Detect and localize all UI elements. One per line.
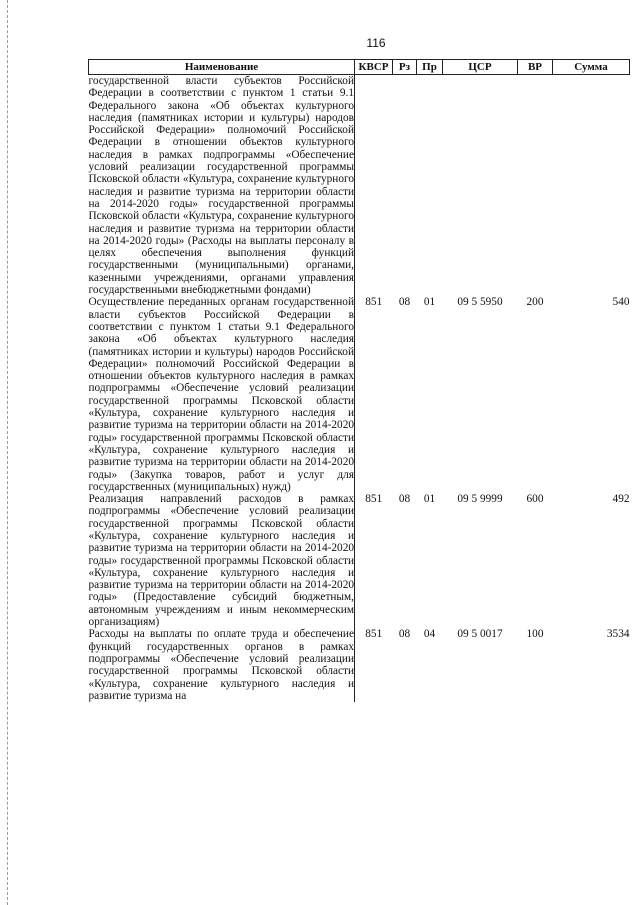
- row-name-cell: [89, 493, 355, 628]
- row-sum: [553, 75, 630, 297]
- table-row: [89, 75, 630, 297]
- row-vr: 100: [526, 628, 544, 641]
- row-rz: 08: [398, 628, 411, 641]
- row-rz: 08: [398, 296, 411, 309]
- row-csr: 09 5 0017: [457, 628, 503, 641]
- scan-edge-line: [7, 0, 8, 905]
- row-vr: 600: [526, 493, 544, 506]
- row-pr: 04: [423, 628, 436, 641]
- header-sum: Сумма: [553, 60, 630, 75]
- header-vr: ВР: [518, 60, 553, 75]
- header-pr: Пр: [417, 60, 443, 75]
- row-vr: 200: [526, 296, 544, 309]
- row-kvsr: 851: [365, 493, 383, 506]
- row-pr: 01: [423, 493, 436, 506]
- row-csr: 09 5 5950: [457, 296, 503, 309]
- header-csr: ЦСР: [443, 60, 518, 75]
- row-kvsr: 851: [365, 296, 383, 309]
- row-csr: 09 5 9999: [457, 493, 503, 506]
- header-rz: Рз: [393, 60, 417, 75]
- row-vr: [518, 75, 553, 297]
- row-rz: [393, 75, 417, 297]
- header-kvsr: КВСР: [355, 60, 393, 75]
- header-name: Наименование: [89, 60, 355, 75]
- row-name-cell: [89, 628, 355, 702]
- row-rz: 08: [398, 493, 411, 506]
- table-row: [89, 628, 630, 702]
- row-name: Реализация направлений расходов в рамках подпрограммы «Обеспечение условий реализации государственной программы Псковской области «Культура, сохранение культурного наследия и развитие туризма на территории области на 2014-2020 годы» государственной программы Псковской области «Культура, сохранение культурного наследия и развитие туризма на территории области на 2014-2020 годы» (Предоставление субсидий бюджетным, автономным учреждениям и иным некоммерческим организациям): [88, 493, 354, 629]
- row-name-cell: [89, 296, 355, 493]
- budget-table: [88, 59, 630, 702]
- row-name: Осуществление переданных органам государственной власти субъектов Российской Федерации в соответствии с пунктом 1 статьи 9.1 Федерального закона «Об объектах культурного наследия (памятниках истории и культуры) народов Российской Федерации» полномочий Российской Федерации в отношении объектов культурного наследия в рамках подпрограммы «Обеспечение условий реализации государственной программы Псковской области «Культура, сохранение культурного наследия и развитие туризма на территории области на 2014-2020 годы» государственной программы Псковской области «Культура, сохранение культурного наследия и развитие туризма на территории области на 2014-2020 годы» (Закупка товаров, работ и услуг для государственных (муниципальных) нужд): [88, 296, 354, 493]
- row-csr: [443, 75, 518, 297]
- row-pr: 01: [423, 296, 436, 309]
- row-sum: 3534: [606, 628, 630, 641]
- row-sum: 540: [612, 296, 630, 309]
- row-name: государственной власти субъектов Российской Федерации в соответствии с пунктом 1 статьи 9.1 Федерального закона «Об объектах культурного наследия (памятниках истории и культуры) народов Российской Федерации» полномочий Российской Федерации в отношении объектов культурного наследия в рамках подпрограммы «Обеспечение условий реализации государственной программы Псковской области «Культура, сохранение культурного наследия и развитие туризма на территории области на 2014-2020 годы» государственной программы Псковской области «Культура, сохранение культурного наследия и развитие туризма на территории области на 2014-2020 годы» (Расходы на выплаты персоналу в целях обеспечения выполнения функций государственными (муниципальными) органами, казенными учреждениями, органами управления государственными внебюджетными фондами): [88, 75, 354, 297]
- row-pr: [417, 75, 443, 297]
- page-number: 116: [366, 36, 386, 50]
- table-row: [89, 296, 630, 493]
- table-row: [89, 493, 630, 628]
- row-kvsr: 851: [365, 628, 383, 641]
- table-header-row: [89, 60, 630, 75]
- row-sum: 492: [612, 493, 630, 506]
- row-name: Расходы на выплаты по оплате труда и обеспечение функций государственных органов в рамках подпрограммы «Обеспечение условий реализации государственной программы Псковской области «Культура, сохранение культурного наследия и развитие туризма на: [88, 628, 354, 702]
- row-name-cell: [89, 75, 355, 297]
- row-kvsr: [355, 75, 393, 297]
